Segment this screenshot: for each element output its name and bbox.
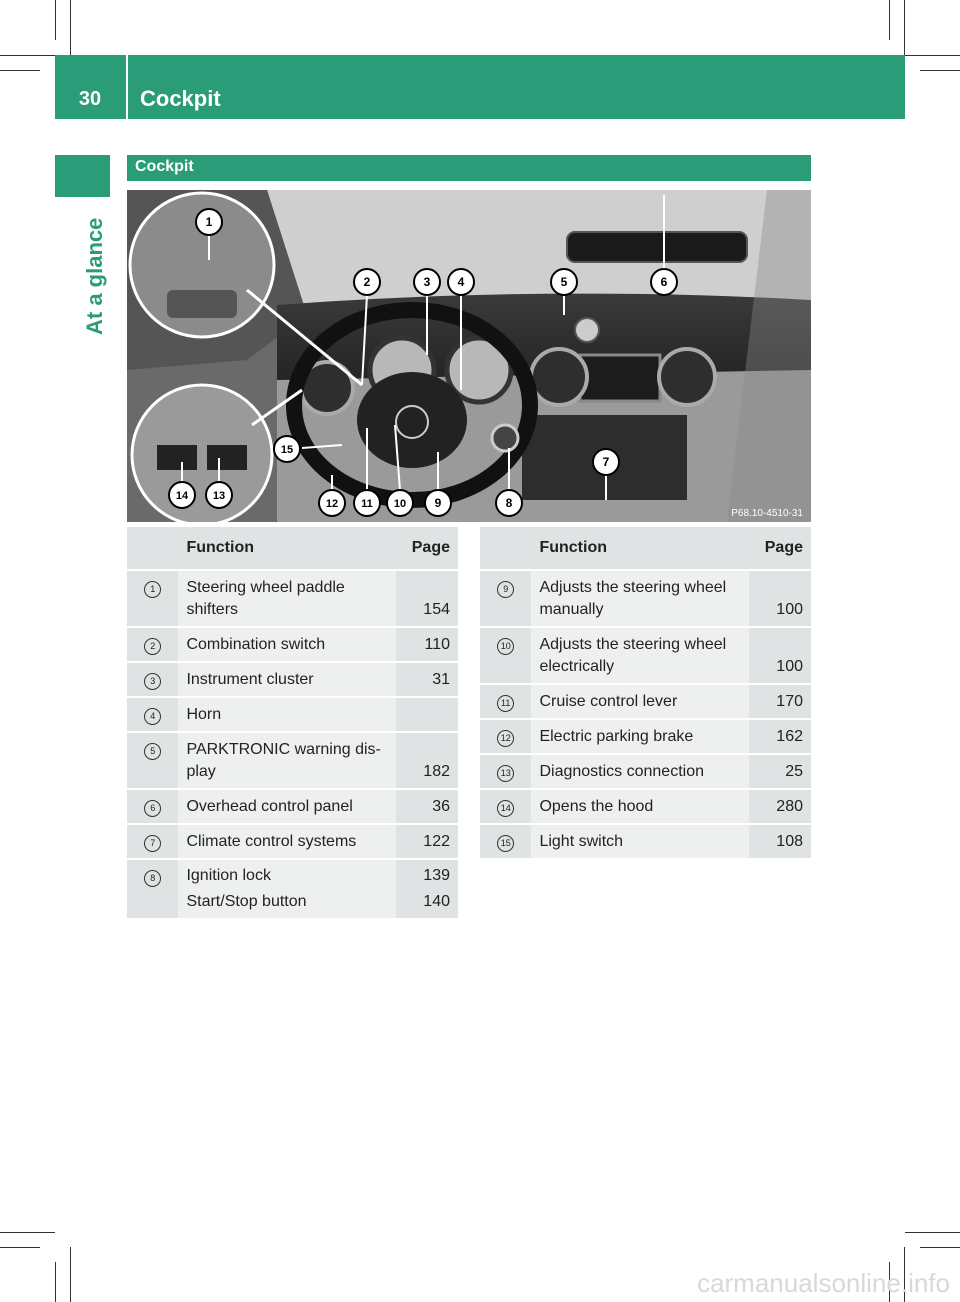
page-ref: 31 [396,662,458,697]
function-text: PARKTRONIC warning dis-play [178,732,396,789]
table-row [480,824,811,858]
crop-mark [0,70,40,71]
callout-3 [414,269,440,295]
svg-text:10: 10 [393,498,407,510]
table-row [127,824,458,859]
page-ref: 100 [749,570,811,627]
callout-13 [206,482,232,508]
page-ref: 182 [396,732,458,789]
page-number: 30 [78,88,102,110]
item-number: 4 [144,708,161,725]
item-number: 7 [144,835,161,852]
function-text: Adjusts the steering wheel electrically [531,627,749,684]
item-number: 9 [497,581,514,598]
callout-15 [274,436,300,462]
svg-text:14: 14 [175,490,189,502]
callout-2 [354,269,380,295]
item-number: 15 [497,835,514,852]
page-ref: 170 [749,684,811,719]
page-ref: 122 [396,824,458,859]
header-page: Page [396,527,458,570]
function-cell [178,859,396,918]
crop-mark [889,0,890,40]
table-row [480,627,811,684]
function-text: Ignition lock [186,867,271,884]
page-ref: 162 [749,719,811,754]
function-text: Cruise control lever [531,684,749,719]
svg-text:7: 7 [602,455,610,469]
table-header-row [127,527,458,570]
table-header-row [480,527,811,570]
svg-text:1: 1 [205,215,213,229]
table-row [127,859,458,918]
function-text: Combination switch [178,627,396,662]
table-row [127,732,458,789]
callout-8 [496,490,522,516]
page-ref: 25 [749,754,811,789]
crop-mark [0,1232,55,1233]
item-number: 6 [144,800,161,817]
svg-text:2: 2 [363,275,371,289]
svg-text:5: 5 [560,275,568,289]
crop-mark [905,55,960,56]
callout-5 [551,269,577,295]
svg-text:15: 15 [280,444,294,456]
crop-mark [904,0,905,55]
item-number: 1 [144,581,161,598]
svg-text:3: 3 [423,275,431,289]
page-ref: 140 [423,893,450,910]
callout-7 [593,449,619,475]
watermark: carmanualsonline.info [697,1268,950,1298]
table-row [127,570,458,627]
item-number: 5 [144,743,161,760]
callout-10 [387,490,413,516]
svg-text:8: 8 [505,496,513,510]
function-table-left [127,527,458,918]
page-ref: 100 [749,627,811,684]
cockpit-illustration [127,190,811,522]
svg-text:9: 9 [434,496,442,510]
side-label: At a glance [82,217,107,335]
table-row [480,789,811,824]
table-row [127,789,458,824]
page-ref: 110 [396,627,458,662]
crop-mark [55,1262,56,1302]
table-row [127,697,458,732]
table-row [480,570,811,627]
function-text: Diagnostics connection [531,754,749,789]
function-text: Steering wheel paddle shifters [178,570,396,627]
item-number: 11 [497,695,514,712]
function-text: Instrument cluster [178,662,396,697]
page-ref: 36 [396,789,458,824]
page-ref: 108 [749,824,811,858]
function-text: Light switch [531,824,749,858]
table-row [127,627,458,662]
table-row [480,684,811,719]
image-code: P68.10-4510-31 [731,508,803,519]
crop-mark [905,1232,960,1233]
cockpit-photo [127,190,811,522]
table-row [480,754,811,789]
callout-14 [169,482,195,508]
item-number: 8 [144,870,161,887]
page-ref: 154 [396,570,458,627]
page-ref: 139 [423,867,450,884]
callout-11 [354,490,380,516]
callout-12 [319,490,345,516]
svg-text:4: 4 [457,275,465,289]
item-number: 3 [144,673,161,690]
crop-mark [70,0,71,55]
crop-mark [0,55,55,56]
item-number: 12 [497,730,514,747]
crop-mark [920,70,960,71]
function-text: Climate control systems [178,824,396,859]
function-table-right [480,527,811,858]
item-number: 10 [497,638,514,655]
callout-1 [196,209,222,235]
table-row [127,662,458,697]
header-num [127,527,178,570]
header-function: Function [178,527,396,570]
callout-6 [651,269,677,295]
section-bar [127,155,811,181]
table-row [480,719,811,754]
crop-mark [70,1247,71,1302]
header-page: Page [749,527,811,570]
section-title: Cockpit [135,158,194,175]
crop-mark [0,1247,40,1248]
callout-9 [425,490,451,516]
svg-text:12: 12 [325,498,339,510]
function-text: Overhead control panel [178,789,396,824]
item-number: 13 [497,765,514,782]
function-text: Horn [178,697,396,732]
crop-mark [55,0,56,40]
header-divider [126,55,128,119]
header-title: Cockpit [140,86,221,111]
svg-text:11: 11 [361,498,373,510]
side-tab [55,155,110,197]
function-text: Start/Stop button [186,893,307,910]
header-num [480,527,531,570]
function-text: Adjusts the steering wheel manually [531,570,749,627]
svg-text:6: 6 [660,275,668,289]
header-function: Function [531,527,749,570]
page-ref: 280 [749,789,811,824]
item-number: 14 [497,800,514,817]
callout-4 [448,269,474,295]
crop-mark [920,1247,960,1248]
svg-text:13: 13 [212,490,226,502]
page-cell [396,859,458,918]
page-ref [396,697,458,732]
item-number: 2 [144,638,161,655]
function-text: Opens the hood [531,789,749,824]
function-text: Electric parking brake [531,719,749,754]
